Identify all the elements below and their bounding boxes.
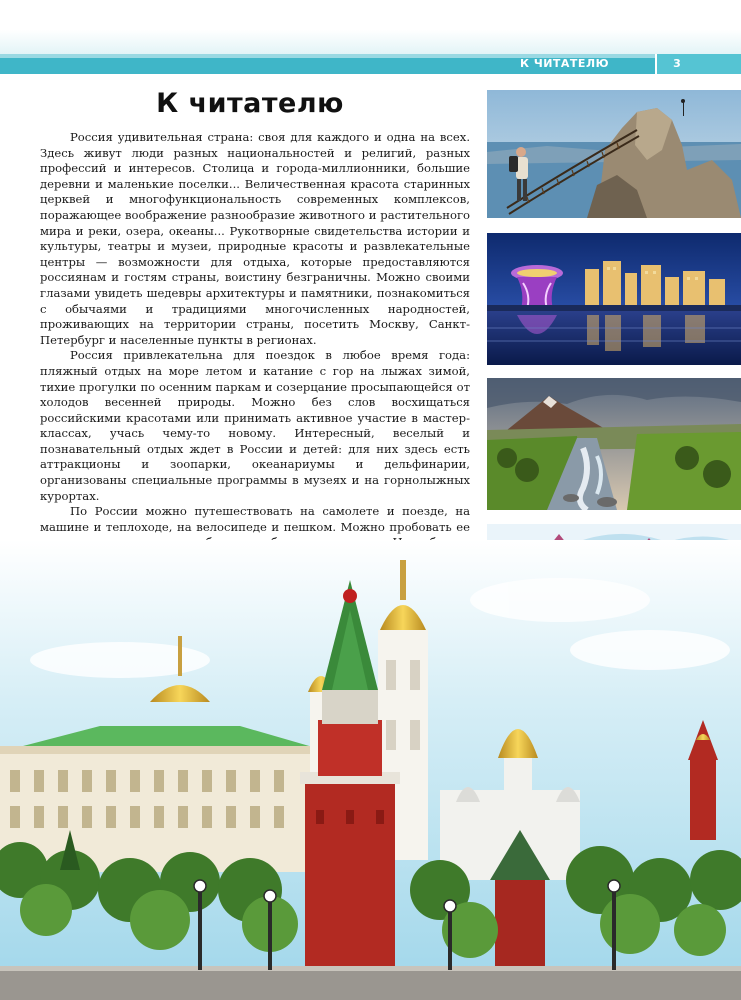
photo-night-city-waterfront xyxy=(487,233,741,365)
paragraph-3: По России можно путешествовать на самолете и поезде, на машине и теплоходе, на велосипеде и пешком. Можно пробовать ее xyxy=(40,504,470,534)
running-head: К ЧИТАТЕЛЮ xyxy=(520,57,609,70)
paragraph-2: Россия привлекательна для поездок в любое время года: пляжный отдых на море летом и катание с гор на лыжах зимой, тихие прогулки по осенним паркам и созерцание просыпающейся от холодов весенней природы. Можно без слов восхищаться российскими красотами или принимать активное участие в мастер-классах, учась чему-то новому. Интересный, веселый и познавательный отдых ждет в России и детей: для них здесь есть аттракционы и зоопарки, океанариумы и дельфинарии, организованы специальные программы в музеях и на горнолыжных курортах. xyxy=(40,348,470,503)
page-number-box xyxy=(655,54,741,74)
header-band xyxy=(0,0,741,54)
page-title: К читателю xyxy=(156,88,344,119)
photo-moscow-kremlin xyxy=(0,540,741,1000)
photo-volcano-stream xyxy=(487,378,741,510)
photo-rope-bridge-cliff xyxy=(487,90,741,218)
paragraph-1: Россия удивительная страна: своя для каждого и одна на всех. Здесь живут люди разных национальностей и религий, разных профессий и интересов. Столица и города-миллионники, большие деревни и маленькие поселки... Величественная красота старинных церквей и многофункциональность современных комплексов, поражающее воображение разнообразие животного и растительного мира и реки, озера, океаны... Рукотворные свидетельства истории и культуры, театры и музеи, природные красоты и развлекательные центры — возможности для отдыха, которые предоставляются россиянам и гостям страны, воистину безграничны. Можно своими глазами увидеть шедевры архитектуры и памятники, познакомиться с обычаями и традициями многочисленных народностей, проживающих на территории страны, посетить Москву, Санкт-Петербург и населенные пункты в регионах. xyxy=(40,130,470,347)
page-number: 3 xyxy=(673,57,681,70)
